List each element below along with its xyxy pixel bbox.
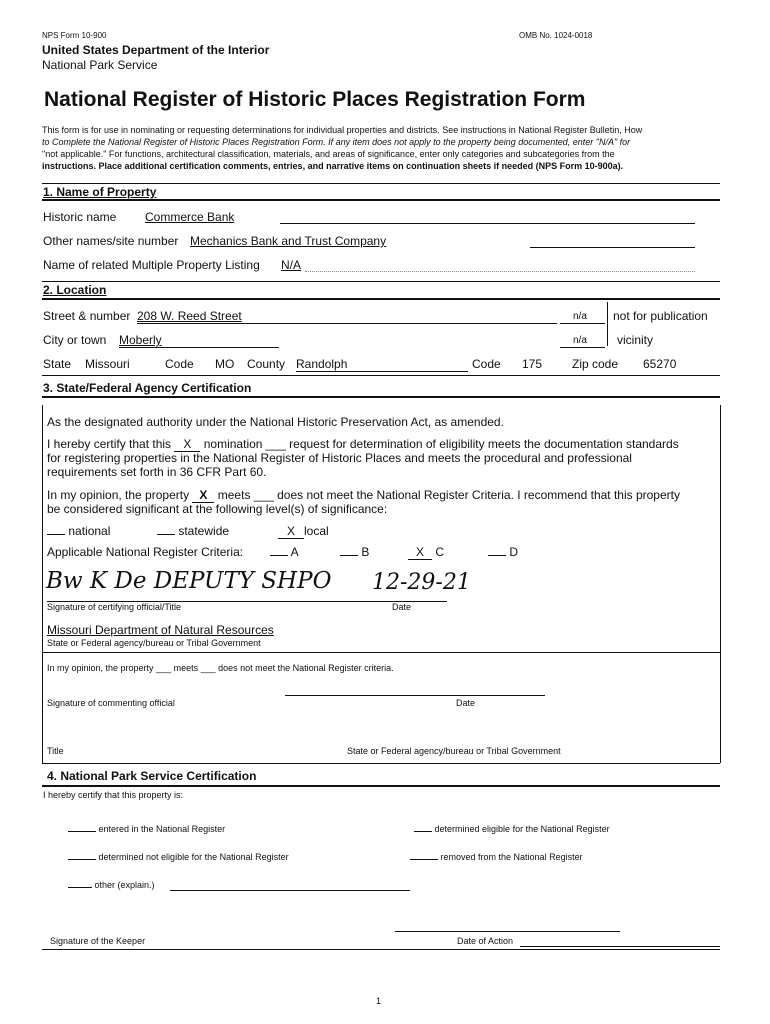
county-code-label: Code [472,357,501,371]
service: National Park Service [42,58,158,72]
field-line [520,946,720,947]
option-eligible[interactable]: determined eligible for the National Register [414,824,610,834]
option-entered[interactable]: entered in the National Register [68,824,225,834]
section4-heading: 4. National Park Service Certification [47,769,257,783]
rule [42,763,720,764]
section2-heading: 2. Location [43,283,107,297]
criterion-c[interactable]: X C [408,545,444,560]
section3-heading: 3. State/Federal Agency Certification [43,381,252,395]
signature-line [285,695,545,696]
city-label: City or town [43,333,107,347]
field-line [137,323,557,324]
state-value[interactable]: Missouri [85,357,130,371]
page-number: 1 [376,996,382,1006]
date-label: Date [392,602,412,612]
street-na: n/a [573,311,587,322]
explain-line [170,890,410,891]
commenting-date: Date [456,698,476,708]
handwritten-date: 12-29-21 [372,570,471,595]
meets-check[interactable]: X [192,488,214,503]
handwritten-signature: Bw K De DEPUTY SHPO [46,568,332,594]
commenting-label: Signature of commenting official [47,698,175,708]
rule [42,298,720,300]
criterion-b[interactable]: B [340,545,369,559]
rule [42,375,720,376]
county-value[interactable]: Randolph [296,357,348,371]
not-for-publication[interactable]: not for publication [613,309,708,323]
field-line [119,347,279,348]
rule [42,183,720,184]
other-names-label: Other names/site number [43,234,179,248]
field-line [560,347,605,348]
opinion-2: In my opinion, the property ___ meets ___ does not meet the National Register criteria. [47,663,394,673]
nomination-check[interactable]: X [174,437,200,452]
field-line [280,223,695,224]
nps-certify: I hereby certify that this property is: [43,790,184,800]
county-label: County [247,357,286,371]
street-value[interactable]: 208 W. Reed Street [137,309,242,323]
opinion-line-2: be considered significant at the following level(s) of significance: [47,502,388,516]
code-value[interactable]: MO [215,357,235,371]
level-local[interactable]: X local [278,524,329,539]
rule [42,949,720,950]
signature-label: Signature of certifying official/Title [47,602,182,612]
field-line [305,271,695,272]
rule [42,652,720,653]
multiple-listing-label: Name of related Multiple Property Listing [43,258,260,272]
section1-heading: 1. Name of Property [43,185,157,199]
other-names-value[interactable]: Mechanics Bank and Trust Company [190,234,387,248]
rule [42,785,720,787]
zip-label: Zip code [572,357,619,371]
rule [42,199,720,201]
authority-text: As the designated authority under the National Historic Preservation Act, as amended. [47,415,504,429]
vicinity[interactable]: vicinity [617,333,654,347]
historic-name-label: Historic name [43,210,117,224]
certify-line-1: I hereby certify that this X nomination ___ request for determination of eligibility meets the documentation standards [47,437,679,451]
criteria-label: Applicable National Register Criteria: [47,545,244,559]
level-national[interactable]: national [47,524,110,538]
page-title: National Register of Historic Places Registration Form [44,88,586,111]
county-code-value[interactable]: 175 [522,357,543,371]
rule [42,396,720,398]
level-statewide[interactable]: statewide [157,524,229,538]
rule [42,281,720,282]
city-na: n/a [573,335,587,346]
multiple-listing-value[interactable]: N/A [281,258,302,272]
street-label: Street & number [43,309,131,323]
agency-value[interactable]: Missouri Department of Natural Resources [47,623,274,637]
field-line [560,323,605,324]
certify-line-3: requirements set forth in 36 CFR Part 60. [47,465,267,479]
department: United States Department of the Interior [42,43,270,57]
criterion-d[interactable]: D [488,545,518,559]
option-other[interactable]: other (explain.) [68,880,155,890]
keeper-label: Signature of the Keeper [50,936,146,946]
date-of-action: Date of Action [457,936,514,946]
field-line [296,371,468,372]
opinion-line-1: In my opinion, the property X meets ___ does not meet the National Register Criteria. I recommend that this property [47,488,680,502]
historic-name-value[interactable]: Commerce Bank [145,210,235,224]
field-line [530,247,695,248]
zip-value[interactable]: 65270 [643,357,677,371]
option-not-eligible[interactable]: determined not eligible for the National Register [68,852,289,862]
divider [607,302,608,346]
criterion-a[interactable]: A [270,545,299,559]
state-label: State [43,357,72,371]
agency-label: State or Federal agency/bureau or Tribal Government [47,638,261,648]
certify-line-2: for registering properties in the National Register of Historic Places and meets the procedural and professional [47,451,632,465]
keeper-signature-line [395,931,620,932]
city-value[interactable]: Moberly [119,333,162,347]
option-removed[interactable]: removed from the National Register [410,852,583,862]
form-number: NPS Form 10-900 [42,31,107,40]
omb-number: OMB No. 1024-0018 [519,31,593,40]
state-fed-label: State or Federal agency/bureau or Tribal Government [347,746,561,756]
title-label: Title [47,746,64,756]
code-label: Code [165,357,194,371]
